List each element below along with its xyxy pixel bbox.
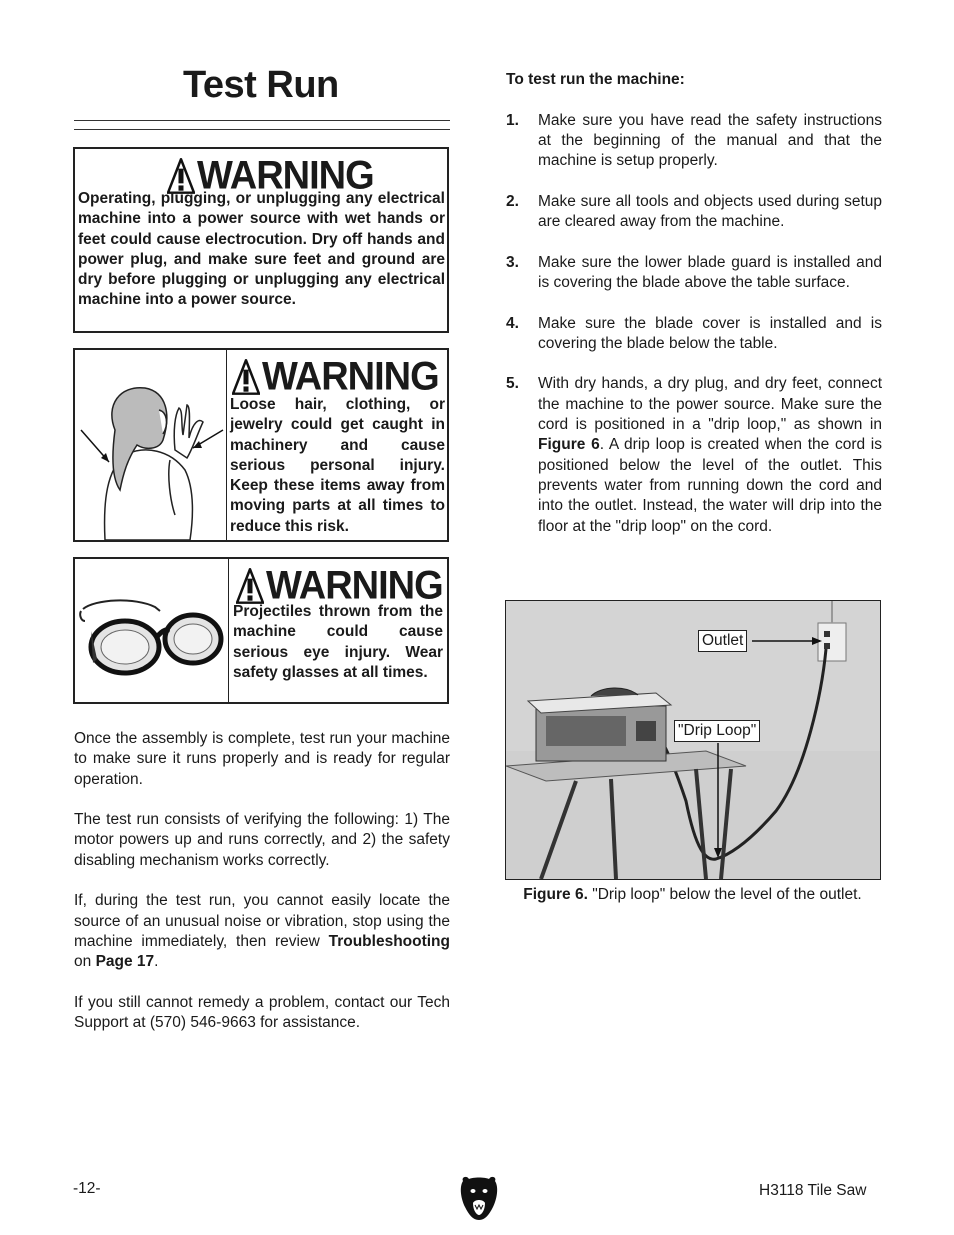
grizzly-bear-logo-icon (459, 1175, 499, 1221)
hair-hazard-illustration (75, 350, 227, 540)
title-rule-top (74, 120, 450, 121)
warning-box-projectiles (73, 557, 449, 704)
warning-heading: WARNING (232, 357, 439, 397)
troubleshooting-ref: Troubleshooting (328, 932, 450, 950)
paragraph-verify: The test run consists of verifying the following: 1) The motor powers up and runs correctly, and 2) the safety disabling mechanism works correctly. (74, 811, 450, 869)
model-name: H3118 Tile Saw (759, 1182, 867, 1199)
figure-6-photo (505, 600, 881, 880)
page-title: Test Run (183, 64, 339, 106)
warning-text: Projectiles thrown from the machine could cause serious eye injury. Wear safety glasses at all times. (233, 603, 443, 681)
warning-box-loose-hair (73, 348, 449, 542)
warning-text: Loose hair, clothing, or jewelry could get caught in machinery and cause serious personal injury. Keep these items away from moving parts at all times to reduce this risk. (230, 396, 445, 535)
list-item: 4. Make sure the blade cover is installed and is covering the blade below the table. (506, 314, 882, 352)
figure-caption: Figure 6. "Drip loop" below the level of the outlet. (523, 886, 862, 903)
list-item: 1. Make sure you have read the safety instructions at the beginning of the manual and that the machine is setup properly. (506, 111, 882, 170)
safety-glasses-icon (75, 559, 227, 702)
test-run-steps (506, 70, 882, 557)
page-ref: Page 17 (95, 953, 155, 971)
paragraph-intro: Once the assembly is complete, test run your machine to make sure it runs properly and is ready for regular operation. (74, 730, 450, 788)
warning-triangle-icon (232, 359, 260, 395)
steps-heading: To test run the machine: (506, 71, 685, 88)
drip-loop-callout: "Drip Loop" (674, 720, 760, 742)
list-item: 5. With dry hands, a dry plug, and dry feet, connect the machine to the power source. Make sure the cord is positioned in a "drip loop," as shown in Figure 6. A drip loop is created when the cord is positioned below the level of the outlet. This prevents water from running down the cord and into the outlet. Instead, the water will drip into the floor at the "drip loop" on the cord. (506, 375, 883, 535)
warning-triangle-icon (236, 568, 264, 604)
paragraph-support: If you still cannot remedy a problem, contact our Tech Support at (570) 546-9663 for assistance. (74, 993, 450, 1032)
warning-text: Operating, plugging, or unplugging any electrical machine into a power source with wet hands or feet could cause electrocution. Dry off hands and power plug, and make sure feet and ground are dry before plugging or unplugging any electrical machine into a power source. (78, 190, 445, 309)
outlet-callout: Outlet (698, 630, 747, 652)
warning-heading: WARNING (167, 156, 374, 196)
page-number: -12- (73, 1180, 101, 1197)
safety-glasses-illustration (75, 559, 229, 702)
title-rule-bottom (74, 129, 450, 130)
list-item: 3. Make sure the lower blade guard is installed and is covering the blade above the table surface. (506, 253, 882, 291)
warning-box-electrocution (73, 147, 449, 333)
body-text (74, 729, 450, 1054)
list-item: 2. Make sure all tools and objects used during setup are cleared away from the machine. (506, 192, 882, 231)
figure-ref: Figure 6 (538, 436, 600, 454)
paragraph-troubleshoot: If, during the test run, you cannot easily locate the source of an unusual noise or vibration, stop using the machine immediately, then review Troubleshooting on Page 17. (74, 892, 450, 971)
warning-heading: WARNING (236, 566, 443, 606)
bear-logo (459, 1175, 499, 1221)
woman-hair-icon (75, 350, 225, 540)
